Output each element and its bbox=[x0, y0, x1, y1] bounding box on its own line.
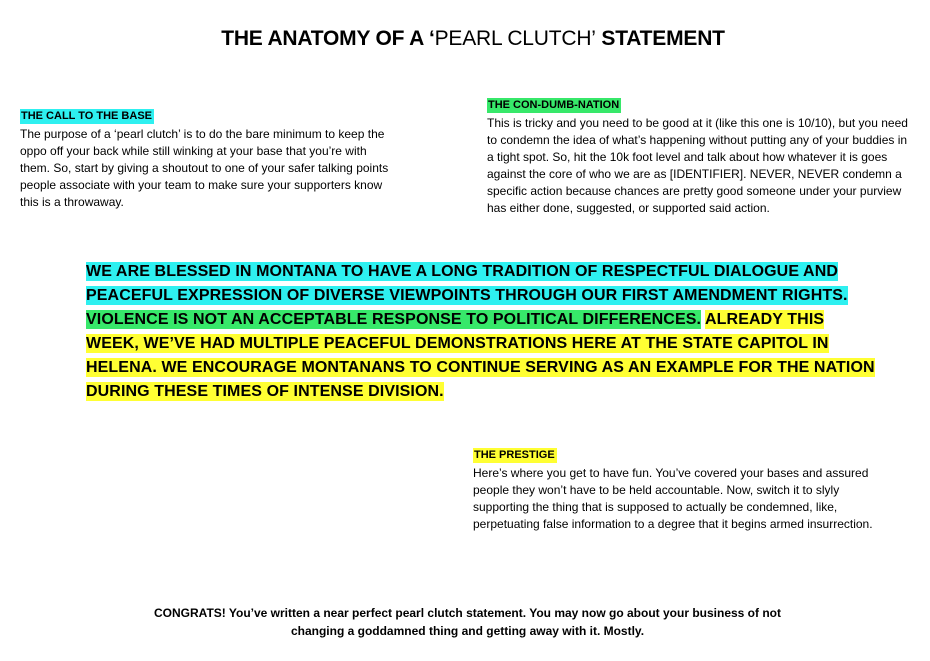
condemnation-body: This is tricky and you need to be good at it (like this one is 10/10), but you need to condemn the idea of what’s happening without putting any of your buddies in a tight spot. So, hit the 10k foot level and talk about how whatever it is goes against the core of who we are as [IDENTIFIER]. NEVER, NEVER condemn a specific action because chances are pretty good someone under your purview has either done, suggested, or supported said action. bbox=[487, 116, 908, 215]
statement-condemn-part: VIOLENCE IS NOT AN ACCEPTABLE RESPONSE TO POLITICAL DIFFERENCES. bbox=[86, 311, 702, 328]
page-title bbox=[0, 26, 930, 52]
condemnation-section bbox=[487, 96, 917, 217]
title-part-2: PEARL CLUTCH’ bbox=[434, 27, 596, 50]
title-part-3: STATEMENT bbox=[595, 27, 725, 50]
prestige-section bbox=[473, 446, 893, 533]
call-to-base-heading: THE CALL TO THE BASE bbox=[21, 110, 152, 122]
prestige-body: Here’s where you get to have fun. You’ve covered your bases and assured people they won’t have to be held accountable. Now, switch it to slyly supporting the thing that is supposed to actually be condemned, like, perpetuating false information to a degree that it begins armed insurrection. bbox=[473, 466, 873, 531]
pearl-clutch-statement bbox=[86, 260, 876, 404]
condemnation-heading: THE CON-DUMB-NATION bbox=[488, 99, 620, 111]
statement-prestige-part: ALREADY THIS WEEK, WE’VE HAD MULTIPLE PEACEFUL DEMONSTRATIONS HERE AT THE STATE CAPITOL IN HELENA. WE ENCOURAGE MONTANANS TO CONTINUE SERVING AS AN EXAMPLE FOR THE NATION DURING THESE TIMES OF INTENSE DIVISION. bbox=[86, 311, 875, 400]
statement-base-part: WE ARE BLESSED IN MONTANA TO HAVE A LONG TRADITION OF RESPECTFUL DIALOGUE AND PEACEFUL EXPRESSION OF DIVERSE VIEWPOINTS THROUGH OUR FIRST AMENDMENT RIGHTS. bbox=[86, 263, 848, 304]
call-to-base-body: The purpose of a ‘pearl clutch’ is to do the bare minimum to keep the oppo off your back while still winking at your base that you’re with them. So, start by giving a shoutout to one of your safer talking points people associate with your team to make sure your supporters know this is a throwaway. bbox=[20, 127, 389, 209]
prestige-heading: THE PRESTIGE bbox=[474, 449, 555, 461]
title-part-1: THE ANATOMY OF A ‘ bbox=[221, 27, 435, 50]
congrats-footer: CONGRATS! You’ve written a near perfect pearl clutch statement. You may now go about your business of not changing a goddamned thing and getting away with it. Mostly. bbox=[154, 606, 781, 638]
call-to-base-section bbox=[20, 107, 390, 211]
